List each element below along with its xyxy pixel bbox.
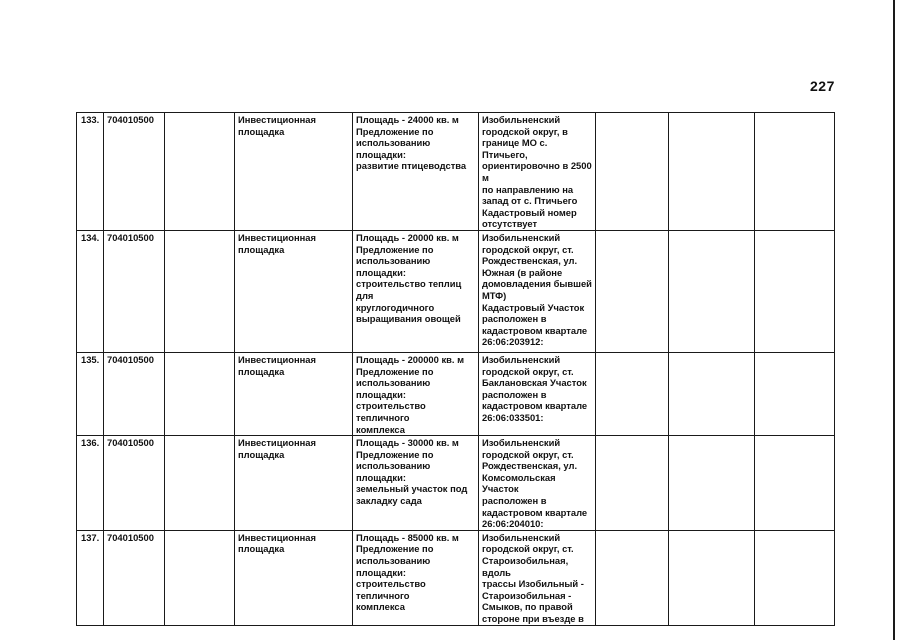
site-type: Инвестиционная площадка xyxy=(235,230,353,352)
site-type: Инвестиционная площадка xyxy=(235,530,353,625)
empty-cell xyxy=(165,436,235,531)
site-type: Инвестиционная площадка xyxy=(235,113,353,231)
empty-cell xyxy=(669,352,755,435)
table-row xyxy=(77,352,835,435)
oktmo-code: 704010500 xyxy=(104,230,165,352)
empty-cell xyxy=(669,230,755,352)
row-number: 137. xyxy=(77,530,104,625)
empty-cell xyxy=(755,230,835,352)
empty-cell xyxy=(755,530,835,625)
site-type: Инвестиционная площадка xyxy=(235,436,353,531)
row-number: 136. xyxy=(77,436,104,531)
table-row xyxy=(77,530,835,625)
empty-cell xyxy=(165,352,235,435)
empty-cell xyxy=(596,530,669,625)
site-address: Изобильненский городской округ, ст. Баклановская Участок расположен в кадастровом квартале 26:06:033501: xyxy=(479,352,596,435)
empty-cell xyxy=(165,230,235,352)
empty-cell xyxy=(669,530,755,625)
table-row xyxy=(77,113,835,231)
empty-cell xyxy=(669,113,755,231)
table-row xyxy=(77,230,835,352)
oktmo-code: 704010500 xyxy=(104,113,165,231)
empty-cell xyxy=(165,113,235,231)
site-address: Изобильненский городской округ, ст. Староизобильная, вдоль трассы Изобильный - Староизобильная - Смыков, по правой стороне при въезде в xyxy=(479,530,596,625)
site-address: Изобильненский городской округ, ст. Рождественская, ул. Южная (в районе домовладения бывшей МТФ) Кадастровый Участок расположен в кадастровом квартале 26:06:203912: xyxy=(479,230,596,352)
table-row xyxy=(77,436,835,531)
row-number: 135. xyxy=(77,352,104,435)
oktmo-code: 704010500 xyxy=(104,530,165,625)
empty-cell xyxy=(596,436,669,531)
site-address: Изобильненский городской округ, в границе МО с. Птичьего, ориентировочно в 2500 м по направлению на запад от с. Птичьего Кадастровый номер отсутствует xyxy=(479,113,596,231)
empty-cell xyxy=(669,436,755,531)
empty-cell xyxy=(755,113,835,231)
site-description: Площадь - 200000 кв. м Предложение по использованию площадки: строительство тепличного комплекса xyxy=(353,352,479,435)
page-number: 227 xyxy=(810,78,835,94)
site-description: Площадь - 30000 кв. м Предложение по использованию площадки: земельный участок под закладку сада xyxy=(353,436,479,531)
investment-sites-table xyxy=(76,112,835,626)
site-description: Площадь - 24000 кв. м Предложение по использованию площадки: развитие птицеводства xyxy=(353,113,479,231)
row-number: 134. xyxy=(77,230,104,352)
oktmo-code: 704010500 xyxy=(104,352,165,435)
scan-edge-line xyxy=(893,0,895,640)
empty-cell xyxy=(596,230,669,352)
empty-cell xyxy=(165,530,235,625)
empty-cell xyxy=(755,352,835,435)
site-description: Площадь - 20000 кв. м Предложение по использованию площадки: строительство теплиц для круглогодичного выращивания овощей xyxy=(353,230,479,352)
site-address: Изобильненский городской округ, ст. Рождественская, ул. Комсомольская Участок расположен в кадастровом квартале 26:06:204010: xyxy=(479,436,596,531)
empty-cell xyxy=(596,113,669,231)
site-description: Площадь - 85000 кв. м Предложение по использованию площадки: строительство тепличного комплекса xyxy=(353,530,479,625)
row-number: 133. xyxy=(77,113,104,231)
site-type: Инвестиционная площадка xyxy=(235,352,353,435)
empty-cell xyxy=(755,436,835,531)
empty-cell xyxy=(596,352,669,435)
oktmo-code: 704010500 xyxy=(104,436,165,531)
